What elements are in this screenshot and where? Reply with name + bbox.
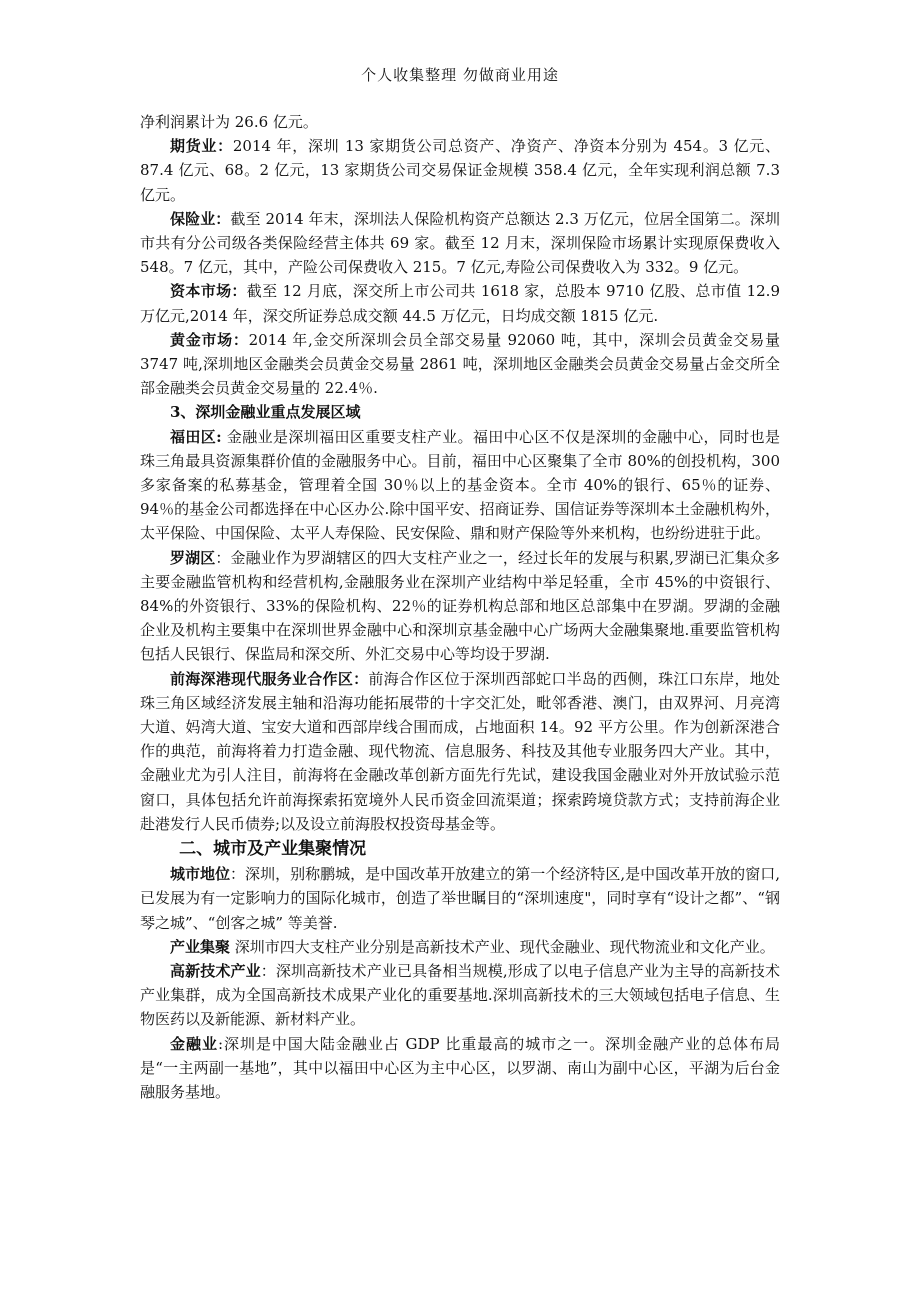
- luohu-text: ：金融业作为罗湖辖区的四大支柱产业之一，经过长年的发展与积累,罗湖已汇集众多主要金融监管机构和经营机构,金融服务业在深圳产业结构中举足轻重，全市 45%的中资银行、84%的外资银行、33%的保险机构、22％的证券机构总部和地区总部集中在罗湖。罗湖的金融企业及机构主要集中在深圳世界金融中心和深圳京基金融中心广场两大金融集聚地.重要监管机构包括人民银行、保监局和深交所、外汇交易中心等均设于罗湖.: [140, 548, 780, 664]
- cluster-label: 产业集聚: [170, 937, 231, 956]
- hightech-text: ：深圳高新技术产业已具备相当规模,形成了以电子信息产业为主导的高新技术产业集群，成为全国高新技术成果产业化的重要基地.深圳高新技术的三大领域包括电子信息、生物医药以及新能源、新材料产业。: [140, 961, 780, 1029]
- paragraph-city-status: [140, 862, 780, 935]
- qianhai-text: 前海合作区位于深圳西部蛇口半岛的西侧，珠江口东岸，地处珠三角区域经济发展主轴和沿海功能拓展带的十字交汇处，毗邻香港、澳门，由双界河、月亮湾大道、妈湾大道、宝安大道和西部岸线合围而成，占地面积 14。92 平方公里。作为创新深港合作的典范，前海将着力打造金融、现代物流、信息服务、科技及其他专业服务四大产业。其中，金融业尤为引人注目，前海将在金融改革创新方面先行先试，建设我国金融业对外开放试验示范窗口，具体包括允许前海探索拓宽境外人民币资金回流渠道；探索跨境贷款方式；支持前海企业赴港发行人民币债券;以及设立前海股权投资母基金等。: [140, 669, 780, 833]
- paragraph-industry-cluster: [140, 935, 780, 959]
- capital-label: 资本市场：: [170, 282, 247, 301]
- section-2-heading: 二、城市及产业集聚情况: [179, 839, 367, 860]
- paragraph-high-tech: [140, 959, 780, 1032]
- hightech-label: 高新技术产业: [170, 961, 261, 980]
- paragraph-net-profit: 净利润累计为 26.6 亿元。: [140, 113, 318, 131]
- finance-label: 金融业: [170, 1034, 218, 1053]
- paragraph-gold-market: [140, 328, 780, 401]
- futures-label: 期货业：: [170, 137, 233, 156]
- document-body: [140, 110, 780, 1104]
- page-header: 个人收集整理 勿做商业用途: [361, 66, 559, 84]
- insurance-text: 截至 2014 年末，深圳法人保险机构资产总额达 2.3 万亿元，位居全国第二。深圳市共有分公司级各类保险经营主体共 69 家。截至 12 月末，深圳保险市场累计实现原保费收入 548。7 亿元，其中，产险公司保费收入 215。7 亿元,寿险公司保费收入为 332。9 亿元。: [140, 209, 780, 277]
- paragraph-finance: [140, 1032, 780, 1105]
- paragraph-qianhai: [140, 667, 780, 836]
- gold-text: 2014 年,金交所深圳会员全部交易量 92060 吨，其中，深圳会员黄金交易量 3747 吨,深圳地区金融类会员黄金交易量 2861 吨，深圳地区金融类会员黄金交易量占金交所全部金融类会员黄金交易量的 22.4％.: [140, 330, 780, 398]
- qianhai-label: 前海深港现代服务业合作区：: [170, 669, 369, 688]
- paragraph-luohu: [140, 546, 780, 667]
- paragraph-futures: [140, 134, 780, 207]
- city-label: 城市地位: [170, 865, 231, 884]
- futian-text: 金融业是深圳福田区重要支柱产业。福田中心区不仅是深圳的金融中心，同时也是珠三角最具资源集群价值的金融服务中心。目前，福田中心区聚集了全市 80%的创投机构，300 多家备案的私募基金，管理着全国 30％以上的基金资本。全市 40%的银行、65％的证券、94％的基金公司都选择在中心区办公.除中国平安、招商证券、国信证券等深圳本土金融机构外，太平保险、中国保险、太平人寿保险、民安保险、鼎和财产保险等外来机构，也纷纷进驻于此。: [140, 427, 780, 543]
- insurance-label: 保险业：: [170, 209, 231, 228]
- futian-label: 福田区:: [170, 427, 222, 446]
- paragraph-insurance: [140, 207, 780, 280]
- city-text: ：深圳，别称鹏城，是中国改革开放建立的第一个经济特区,是中国改革开放的窗口,已发展为有一定影响力的国际化城市，创造了举世瞩目的“深圳速度"，同时享有“设计之都”、“钢琴之城”、“创客之城” 等美誉.: [140, 865, 780, 932]
- futures-text: 2014 年，深圳 13 家期货公司总资产、净资产、净资本分别为 454。3 亿元、87.4 亿元、68。2 亿元，13 家期货公司交易保证金规模 358.4 亿元，全年实现利润总额 7.3 亿元。: [140, 137, 780, 204]
- gold-label: 黄金市场：: [170, 330, 249, 349]
- cluster-text: 深圳市四大支柱产业分别是高新技术产业、现代金融业、现代物流业和文化产业。: [230, 937, 775, 956]
- capital-text: 截至 12 月底，深交所上市公司共 1618 家，总股本 9710 亿股、总市值 12.9 万亿元,2014 年，深交所证券总成交额 44.5 万亿元，日均成交额 1815 亿元.: [140, 282, 780, 325]
- finance-text: :深圳是中国大陆金融业占 GDP 比重最高的城市之一。深圳金融产业的总体布局是“一主两副一基地”，其中以福田中心区为主中心区，以罗湖、南山为副中心区，平湖为后台金融服务基地。: [140, 1034, 780, 1101]
- paragraph-capital-market: [140, 279, 780, 327]
- paragraph-futian: [140, 425, 780, 546]
- luohu-label: 罗湖区: [170, 548, 216, 567]
- section-3-heading: 3、深圳金融业重点发展区域: [170, 403, 361, 422]
